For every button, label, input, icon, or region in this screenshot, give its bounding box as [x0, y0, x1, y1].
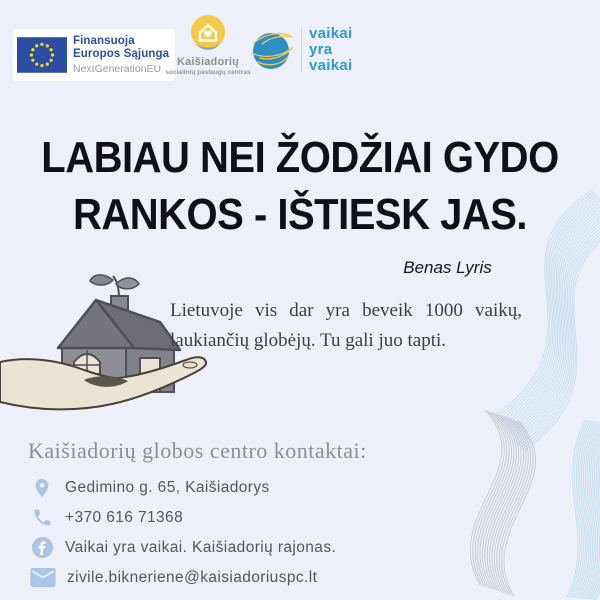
facebook-icon [30, 536, 54, 559]
contacts-section [28, 438, 367, 596]
vaikai-yra-vaikai-logo [250, 26, 353, 74]
contact-phone-text: +370 616 71368 [65, 508, 184, 526]
eu-flag-icon [17, 37, 67, 73]
email-icon [30, 567, 56, 588]
center-logo-subtitle: socialinių paslaugų centras [165, 69, 251, 76]
headline [0, 130, 600, 244]
contact-email-text: zivile.bikneriene@kaisiadoriuspc.lt [67, 568, 318, 586]
eu-funding-logo [13, 29, 175, 81]
center-logo-name: Kaišiadorių [176, 56, 240, 68]
vyv-line2: yra [309, 41, 333, 58]
campaign-message: Lietuvoje vis dar yra beveik 1000 vaikų, laukiančių globėjų. Tu gali juo tapti. [170, 300, 522, 352]
contact-facebook-text: Vaikai yra vaikai. Kaišiadorių rajonas. [65, 538, 337, 556]
quote-author: Benas Lyris [403, 258, 492, 277]
eu-funding-line3: NextGenerationEU [73, 62, 162, 75]
contact-phone [28, 506, 367, 529]
house-heart-icon [188, 14, 228, 55]
decorative-wave-lines [425, 185, 600, 600]
eu-funding-line2: Europos Sąjunga [73, 48, 170, 61]
contact-address-text: Gedimino g. 65, Kaišiadorys [65, 478, 270, 496]
contact-facebook [28, 536, 367, 559]
headline-line2: RANKOS - IŠTIESK JAS. [72, 191, 527, 239]
contact-address [28, 476, 367, 499]
contacts-heading: Kaišiadorių globos centro kontaktai: [28, 438, 367, 463]
globe-icon [250, 28, 294, 72]
headline-line1: LABIAU NEI ŽODŽIAI GYDO [41, 134, 559, 182]
kaisiadoriu-center-logo [166, 14, 250, 76]
contact-email [28, 566, 367, 589]
location-pin-icon [30, 476, 54, 500]
vyv-line3: vaikai [309, 57, 353, 74]
eu-funding-line1: Finansuoja [73, 35, 135, 48]
phone-icon [30, 507, 54, 528]
vyv-line1: vaikai [309, 25, 353, 42]
logo-divider [301, 28, 302, 72]
